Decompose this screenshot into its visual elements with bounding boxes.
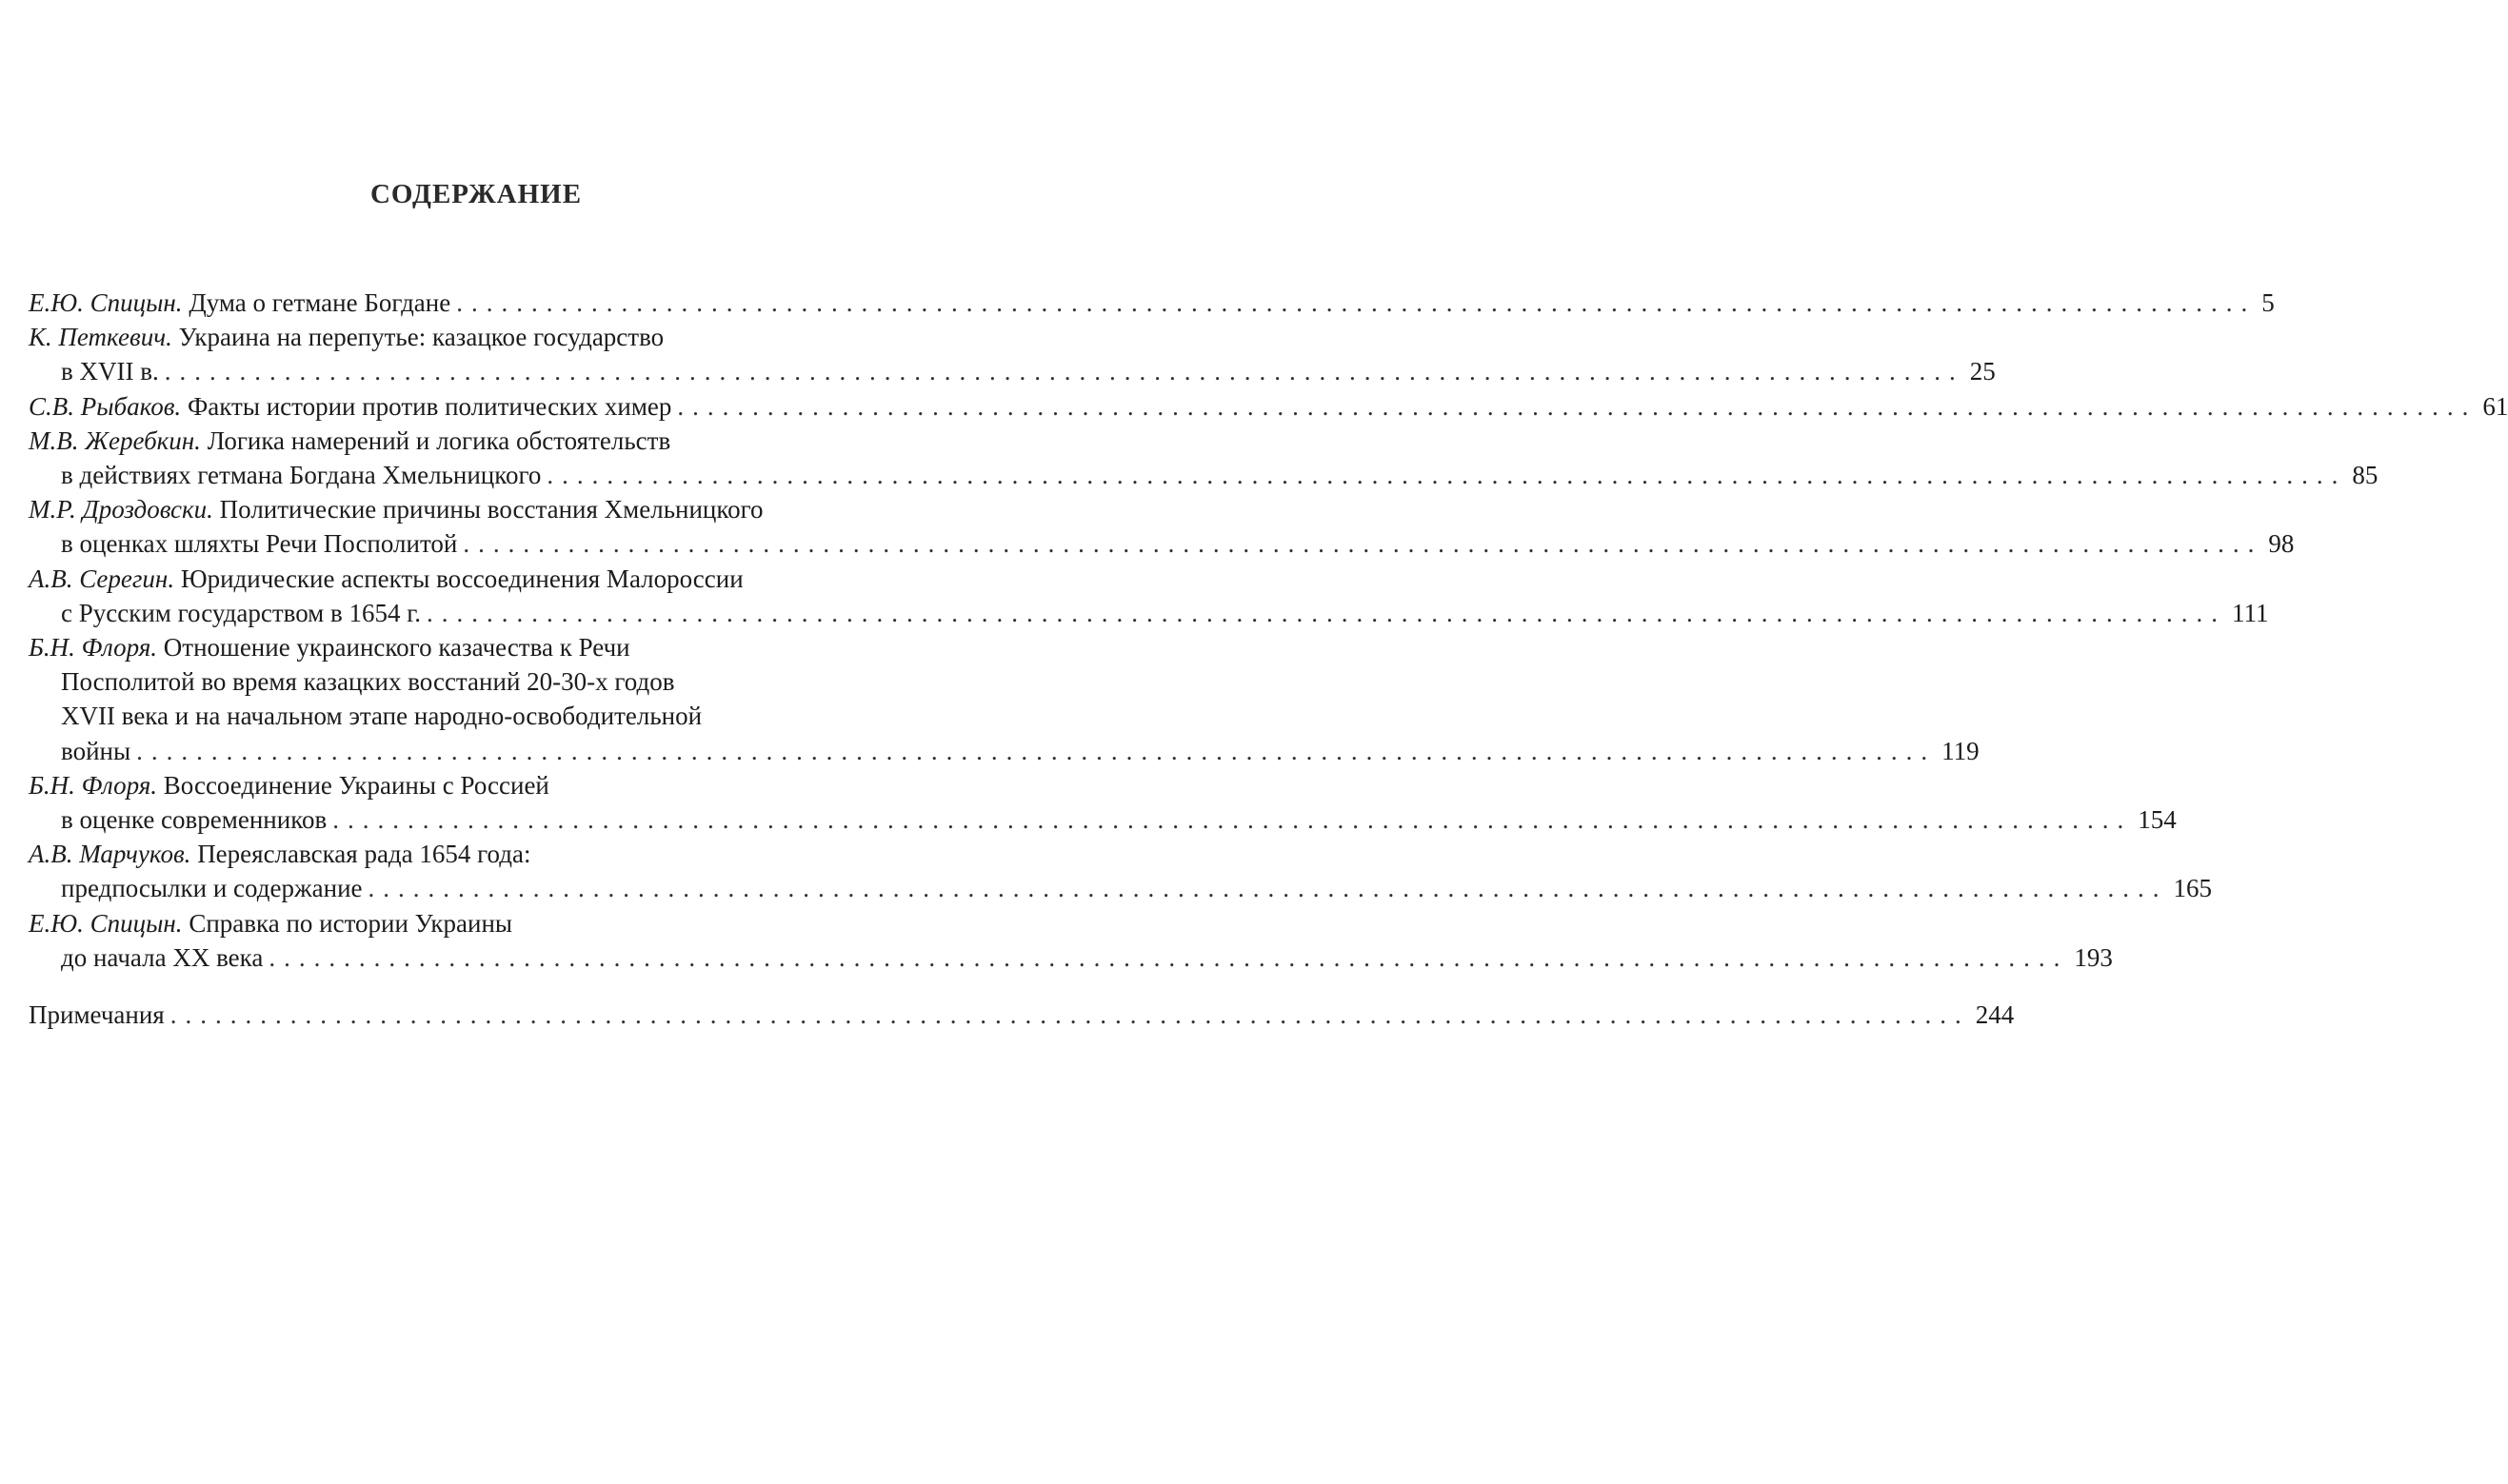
entry-page-number: 98 xyxy=(2268,529,2295,559)
entry-author: Б.Н. Флоря. xyxy=(29,770,158,800)
dot-leader: ........................................................................................................................ xyxy=(677,391,2478,421)
toc-entry xyxy=(29,768,2177,837)
entry-author: А.В. Серегин. xyxy=(29,564,175,593)
entry-page-number: 119 xyxy=(1941,736,1980,765)
entry-author: Е.Ю. Спицын. xyxy=(29,908,183,938)
entry-author: С.В. Рыбаков. xyxy=(29,391,182,421)
dot-leader: ........................................................................................................................ xyxy=(164,357,1964,386)
entry-title-line: до начала XX века xyxy=(61,942,264,972)
dot-leader: ........................................................................................................................ xyxy=(136,736,1937,765)
entry-title-line: Отношение украинского казачества к Речи xyxy=(163,633,630,663)
dot-leader: ........................................................................................................................ xyxy=(463,529,2263,559)
dot-leader: ........................................................................................................................ xyxy=(332,805,2133,835)
entry-page-number: 165 xyxy=(2173,874,2212,903)
entry-title-line: Логика намерений и логика обстоятельств xyxy=(207,425,671,455)
entry-title-line: Юридические аспекты воссоединения Малороссии xyxy=(180,564,744,593)
entry-page-number: 193 xyxy=(2074,942,2113,972)
entry-title-line: с Русским государством в 1654 г. xyxy=(61,598,422,627)
toc-entry xyxy=(29,492,2295,561)
entry-author: К. Петкевич. xyxy=(29,323,172,352)
notes-page-number: 244 xyxy=(1975,1000,2015,1030)
entry-author: А.В. Марчуков. xyxy=(29,840,191,869)
toc-entry xyxy=(29,320,1996,388)
entry-page-number: 85 xyxy=(2352,461,2379,490)
toc-entry xyxy=(29,424,2379,492)
notes-label: Примечания xyxy=(29,1000,165,1030)
dot-leader: ........................................................................................................................ xyxy=(269,942,2069,972)
dot-leader: ........................................................................................................................ xyxy=(547,461,2347,490)
entry-page-number: 61 xyxy=(2482,391,2508,421)
entry-title-line: в действиях гетмана Богдана Хмельницкого xyxy=(61,461,542,490)
entry-title-line: в оценках шляхты Речи Посполитой xyxy=(61,529,458,559)
toc-entry xyxy=(29,286,2275,320)
page-title: СОДЕРЖАНИЕ xyxy=(369,179,583,209)
entry-title-line: Посполитой во время казацких восстаний 20-30-х годов xyxy=(61,667,675,697)
table-of-contents xyxy=(29,286,2508,1032)
entry-title-line: предпосылки и содержание xyxy=(61,874,363,903)
entry-page-number: 25 xyxy=(1969,357,1996,386)
entry-title-line: в оценке современников xyxy=(61,805,328,835)
toc-entry xyxy=(29,837,2212,905)
dot-leader: ........................................................................................................................ xyxy=(456,288,2257,317)
dot-leader: ........................................................................................................................ xyxy=(169,1000,1970,1030)
entry-title-line: XVII века и на начальном этапе народно-освободительной xyxy=(61,702,703,731)
toc-entry xyxy=(29,389,2508,424)
entry-page-number: 154 xyxy=(2138,805,2177,835)
entry-title-line: Украина на перепутье: казацкое государство xyxy=(178,323,665,352)
entry-author: М.В. Жеребкин. xyxy=(29,425,201,455)
toc-entry xyxy=(29,630,1980,768)
dot-leader: ........................................................................................................................ xyxy=(368,874,2168,903)
entry-title-line: в XVII в. xyxy=(61,357,159,386)
entry-title-line: Справка по истории Украины xyxy=(189,908,513,938)
toc-entry xyxy=(29,562,2269,630)
toc-entry xyxy=(29,906,2113,975)
entry-author: М.Р. Дроздовски. xyxy=(29,495,213,524)
entry-author: Б.Н. Флоря. xyxy=(29,633,158,663)
entry-title-line: Факты истории против политических химер xyxy=(187,391,672,421)
toc-entry-notes xyxy=(29,998,2015,1032)
entry-title-line: Дума о гетмане Богдане xyxy=(189,288,451,317)
entry-title-line: войны xyxy=(61,736,131,765)
entry-author: Е.Ю. Спицын. xyxy=(29,288,183,317)
entry-title-line: Воссоединение Украины с Россией xyxy=(163,770,549,800)
dot-leader: ........................................................................................................................ xyxy=(427,598,2227,627)
entry-title-line: Политические причины восстания Хмельницкого xyxy=(219,495,764,524)
entry-page-number: 5 xyxy=(2261,288,2275,317)
entry-page-number: 111 xyxy=(2232,598,2269,627)
entry-title-line: Переяславская рада 1654 года: xyxy=(197,840,531,869)
